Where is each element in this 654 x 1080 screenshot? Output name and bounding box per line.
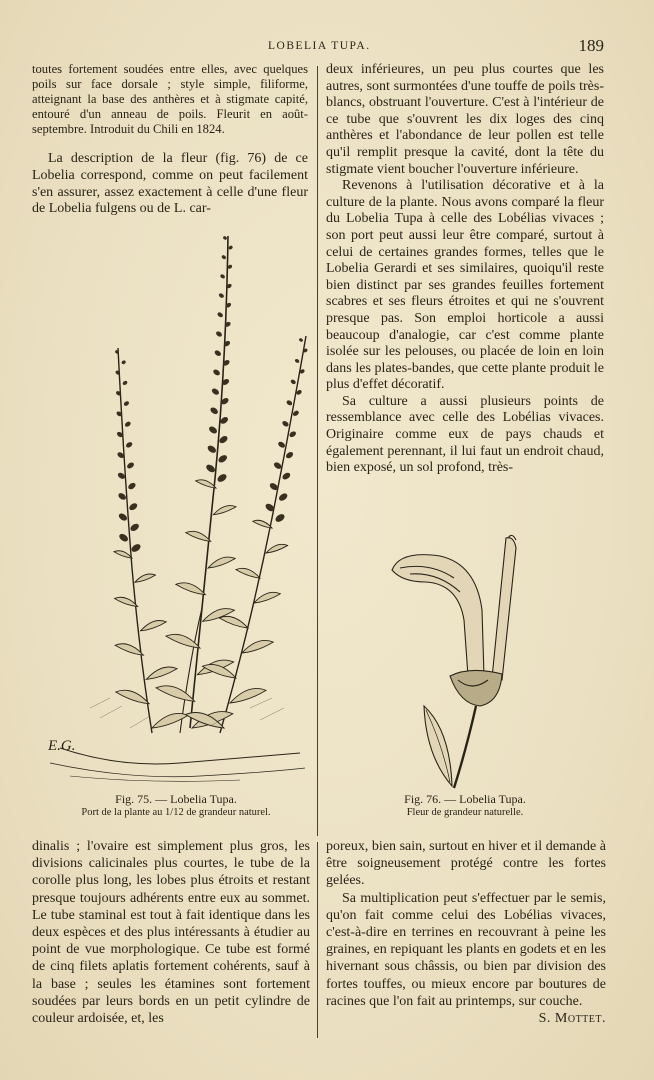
flower-bud (122, 380, 128, 386)
flower-bud (209, 406, 219, 415)
right-top-paragraph-2: Revenons à l'utilisation décorative et à la culture de la plante. Nous avons comparé la fleur du Lobelia Tupa à celle des Lobélias vivaces ; son port peut aussi leur être comparé, surtout à celui de certaines grandes formes, telles que le Lobelia Gerardi et ses similaires, quoiqu'il reste bien distinct par ses grandes feuilles fortement scabres et ses fleurs étroites et qui ne s'ouvrent presque pas. Son emploi horticole a aussi beaucoup d'analogie, car c'est comme plante isolée sur les pelouses, ou placée de loin en loin dans les plates-bandes, que cette plante produit le plus d'effet décoratif. (326, 178, 604, 393)
flower-bud (117, 492, 127, 501)
flower-bud (206, 444, 217, 454)
flower-bud (212, 368, 221, 376)
fig75-caption-block (40, 792, 312, 820)
right-top-paragraph-3: Sa culture a aussi plusieurs points de ressemblance avec celle des Lobélias vivaces. Originaire comme eux de pays chauds et également perennant, il lui faut un endroit chaud, bien exposé, un sol profond, très- (326, 393, 604, 476)
flower-bud (222, 236, 227, 241)
flower-bud (221, 254, 227, 259)
right-column-top (326, 62, 604, 477)
leaf (156, 686, 195, 702)
fig75-label: Fig. 75. — Lobelia Tupa. (115, 792, 237, 806)
flower-bud (125, 441, 133, 449)
flower-bud (278, 492, 289, 502)
flower-bud (215, 330, 223, 337)
flower-bud (117, 512, 128, 522)
running-head (0, 38, 654, 56)
leaf (114, 551, 132, 558)
page-number: 189 (578, 36, 604, 55)
leaf (146, 667, 177, 679)
flower-bud (211, 387, 220, 396)
flower-bud (228, 245, 233, 250)
leaf (152, 713, 188, 728)
flower-bud (216, 473, 228, 484)
right-top-paragraph-1: deux inférieures, un peu plus courtes que les autres, sont surmontées d'une touffe de poils très-blancs, obstruant l'ouverture. C'est à l'intérieur de ce tube que s'ouvrent les dix loges des cinq anthères et l'abondance de leur pollen est telle qu'il remplit presque la cavité, dont la tête du stigmate vient boucher l'ouverture inférieure. (326, 62, 604, 177)
leaf (230, 688, 266, 703)
flower-bud (127, 482, 137, 491)
flower-bud (214, 349, 222, 357)
fig76-flower-illustration (380, 530, 560, 790)
leaf (208, 557, 235, 568)
flower-bud (290, 379, 297, 385)
left-column-bottom (32, 838, 310, 1027)
flower-bud (220, 273, 226, 279)
leaf (115, 644, 143, 655)
leaf (236, 568, 260, 578)
running-title: LOBELIA TUPA. (268, 40, 371, 52)
leaf (176, 583, 205, 595)
flower-bud (123, 400, 130, 407)
fig75-caption: Port de la plante au 1/12 de grandeur naturel. (81, 807, 271, 818)
flower-bud (126, 461, 135, 469)
right-bottom-paragraph-1: poreux, bien sain, surtout en hiver et il demande à être soigneusement protégé contre les fortes gelées. (326, 839, 606, 889)
flower-bud (286, 399, 293, 406)
flower-bud (128, 502, 138, 512)
author-signature: S. Mottet. (538, 1011, 606, 1027)
leaf (116, 690, 149, 703)
flower-bud (277, 440, 286, 448)
column-rule-top (317, 66, 318, 836)
leaf (219, 616, 248, 628)
flower-bud (130, 543, 142, 554)
flower-bud (121, 360, 126, 365)
leaf (196, 480, 216, 488)
flower-bud (217, 311, 224, 318)
flower-bud (218, 292, 225, 298)
engraver-mark: E.G. (48, 738, 76, 754)
flower-bud (205, 463, 217, 474)
flower-bud (281, 420, 289, 428)
fig75-plant-illustration (40, 228, 312, 788)
column-rule-bottom (317, 842, 318, 1038)
leaf (135, 574, 156, 582)
flower-bud (124, 421, 132, 428)
flower-bud (288, 430, 297, 438)
left-bottom-paragraph-1: dinalis ; l'ovaire est simplement plus gros, les divisions calicinales plus courtes, le tube de la corolle plus long, les lobes plus étroits et restant presque toujours adhérents entre eux au sommet. Le tube staminal est tout à fait identique dans les deux espèces et des plus intéressants à étudier au point de vue morphologique. Ce tube est formé de cinq filets aplatis fortement cohérents, sauf à la base ; seules les étamines sont fortement soudées par leurs bords en un petit cylindre de couleur ardoisée, et, les (32, 839, 310, 1027)
flower-bud (208, 425, 219, 435)
flower-bud (217, 454, 228, 464)
leaf (254, 592, 280, 603)
fig76-caption-block (326, 792, 604, 820)
leaf (141, 620, 167, 630)
flower-bud (294, 358, 300, 364)
right-column-bottom (326, 838, 606, 1027)
flower-bud (274, 513, 286, 524)
left-column-top (32, 62, 308, 218)
leaf (253, 520, 272, 528)
leaf (186, 531, 211, 541)
flower-bud (118, 532, 130, 543)
fig76-label: Fig. 76. — Lobelia Tupa. (404, 792, 526, 806)
left-top-paragraph-2: La description de la fleur (fig. 76) de ce Lobelia correspond, comme on peut facilement s'en assurer, assez exactement à celle d'une fleur de Lobelia fulgens ou de L. car- (32, 151, 308, 217)
leaf (242, 640, 273, 653)
leaf (266, 544, 288, 553)
flower-bud (298, 338, 303, 343)
leaf (213, 506, 236, 515)
flower-bud (285, 451, 294, 460)
flower-bud (218, 435, 229, 445)
flower-bud (129, 522, 140, 532)
left-top-paragraph-1: toutes fortement soudées entre elles, avec quelques poils sur face dorsale ; style simple, filiforme, atteignant la base des anthères et à stigmate capité, entouré d'un anneau de poils. Fleurit en août-septembre. Introduit du Chili en 1824. (32, 62, 308, 137)
fig76-caption: Fleur de grandeur naturelle. (406, 807, 524, 818)
flower-bud (281, 471, 291, 481)
right-bottom-paragraph-2-wrap (326, 890, 606, 1027)
right-bottom-paragraph-2: Sa multiplication peut s'effectuer par le semis, qu'on fait comme celui des Lobélias vivaces, c'est-à-dire en terrines en recouvrant à peine les graines, en repiquant les plants en godets et en les hivernant sous châssis, ou bien par division des fortes touffes, ou mieux encore par boutures de racines que l'on fait au printemps, sur couche. (326, 890, 606, 1009)
